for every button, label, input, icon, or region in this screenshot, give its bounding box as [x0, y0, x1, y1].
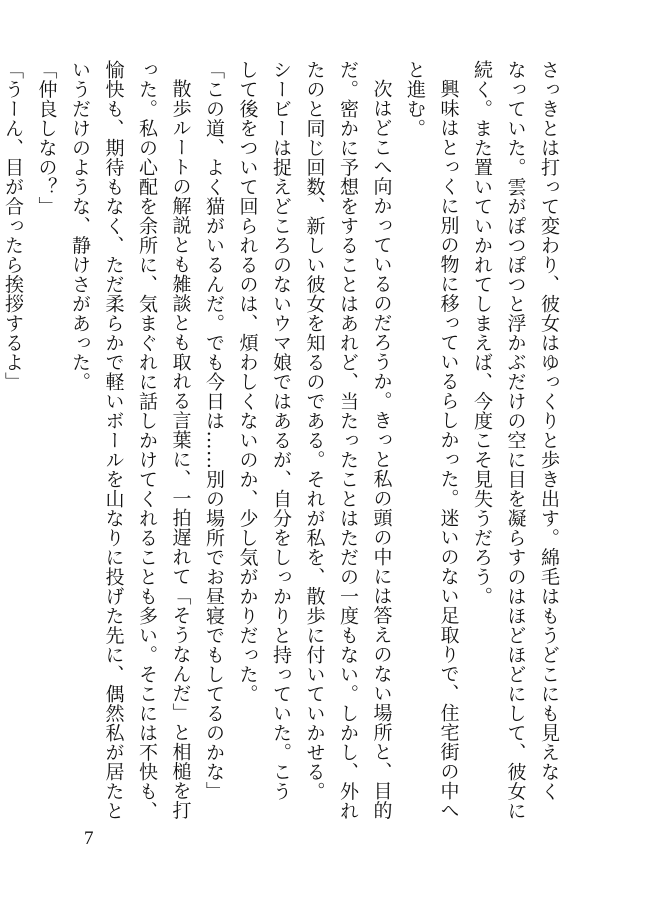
dialogue-line: 「この道、よく猫がいるんだ。でも今日は……別の場所でお昼寝でもしてるのかな」 — [203, 60, 225, 801]
dialogue-line: 「仲良しなの？」 — [35, 60, 58, 216]
text-line: たのと同じ回数、新しい彼女を知るのである。それが私を、散歩に付いていかせる。 — [303, 60, 326, 801]
text-line: いうだけのような、静けさがあった。 — [69, 60, 91, 392]
page-number: 7 — [84, 828, 94, 849]
text-line: 散歩ルートの解説とも雑談とも取れる言葉に、一拍遅れて「そうなんだ」と相槌を打 — [169, 79, 192, 820]
body-text — [0, 60, 565, 821]
text-line: と進む。 — [404, 60, 426, 138]
dialogue-line: 「うーん、目が合ったら挨拶するよ」 — [2, 60, 24, 392]
text-line: して後をついて回られるのは、煩わしくないのか、少し気がかりだった。 — [236, 60, 259, 704]
text-line: 愉快も、期待もなく、ただ柔らかで軽いボールを山なりに投げた先に、偶然私が居たと — [102, 60, 125, 821]
text-line: さっきとは打って変わり、彼女はゆっくりと歩き出す。綿毛はもうどこにも見えなく — [538, 60, 560, 801]
text-line: 興味はとっくに別の物に移っているらしかった。迷いのない足取りで、住宅街の中へ — [437, 79, 460, 820]
text-line: 次はどこへ向かっているのだろうか。きっと私の頭の中には答えのない場所と、目的 — [370, 79, 393, 820]
text-line: なっていた。雲がぽつぽつと浮かぶだけの空に目を凝らすのはほどほどにして、彼女に — [504, 60, 527, 821]
text-line: 続く。また置いていかれてしまえば、今度こそ見失うだろう。 — [471, 60, 493, 606]
text-line: った。私の心配を余所に、気まぐれに話しかけてくれることも多い。そこには不快も、 — [136, 60, 158, 821]
text-line: だ。密かに予想をすることはあれど、当たったことはただの一度もない。しかし、外れ — [337, 60, 359, 821]
text-line: シービーは捉えどころのないウマ娘ではあるが、自分をしっかりと持っていた。こう — [270, 60, 292, 801]
